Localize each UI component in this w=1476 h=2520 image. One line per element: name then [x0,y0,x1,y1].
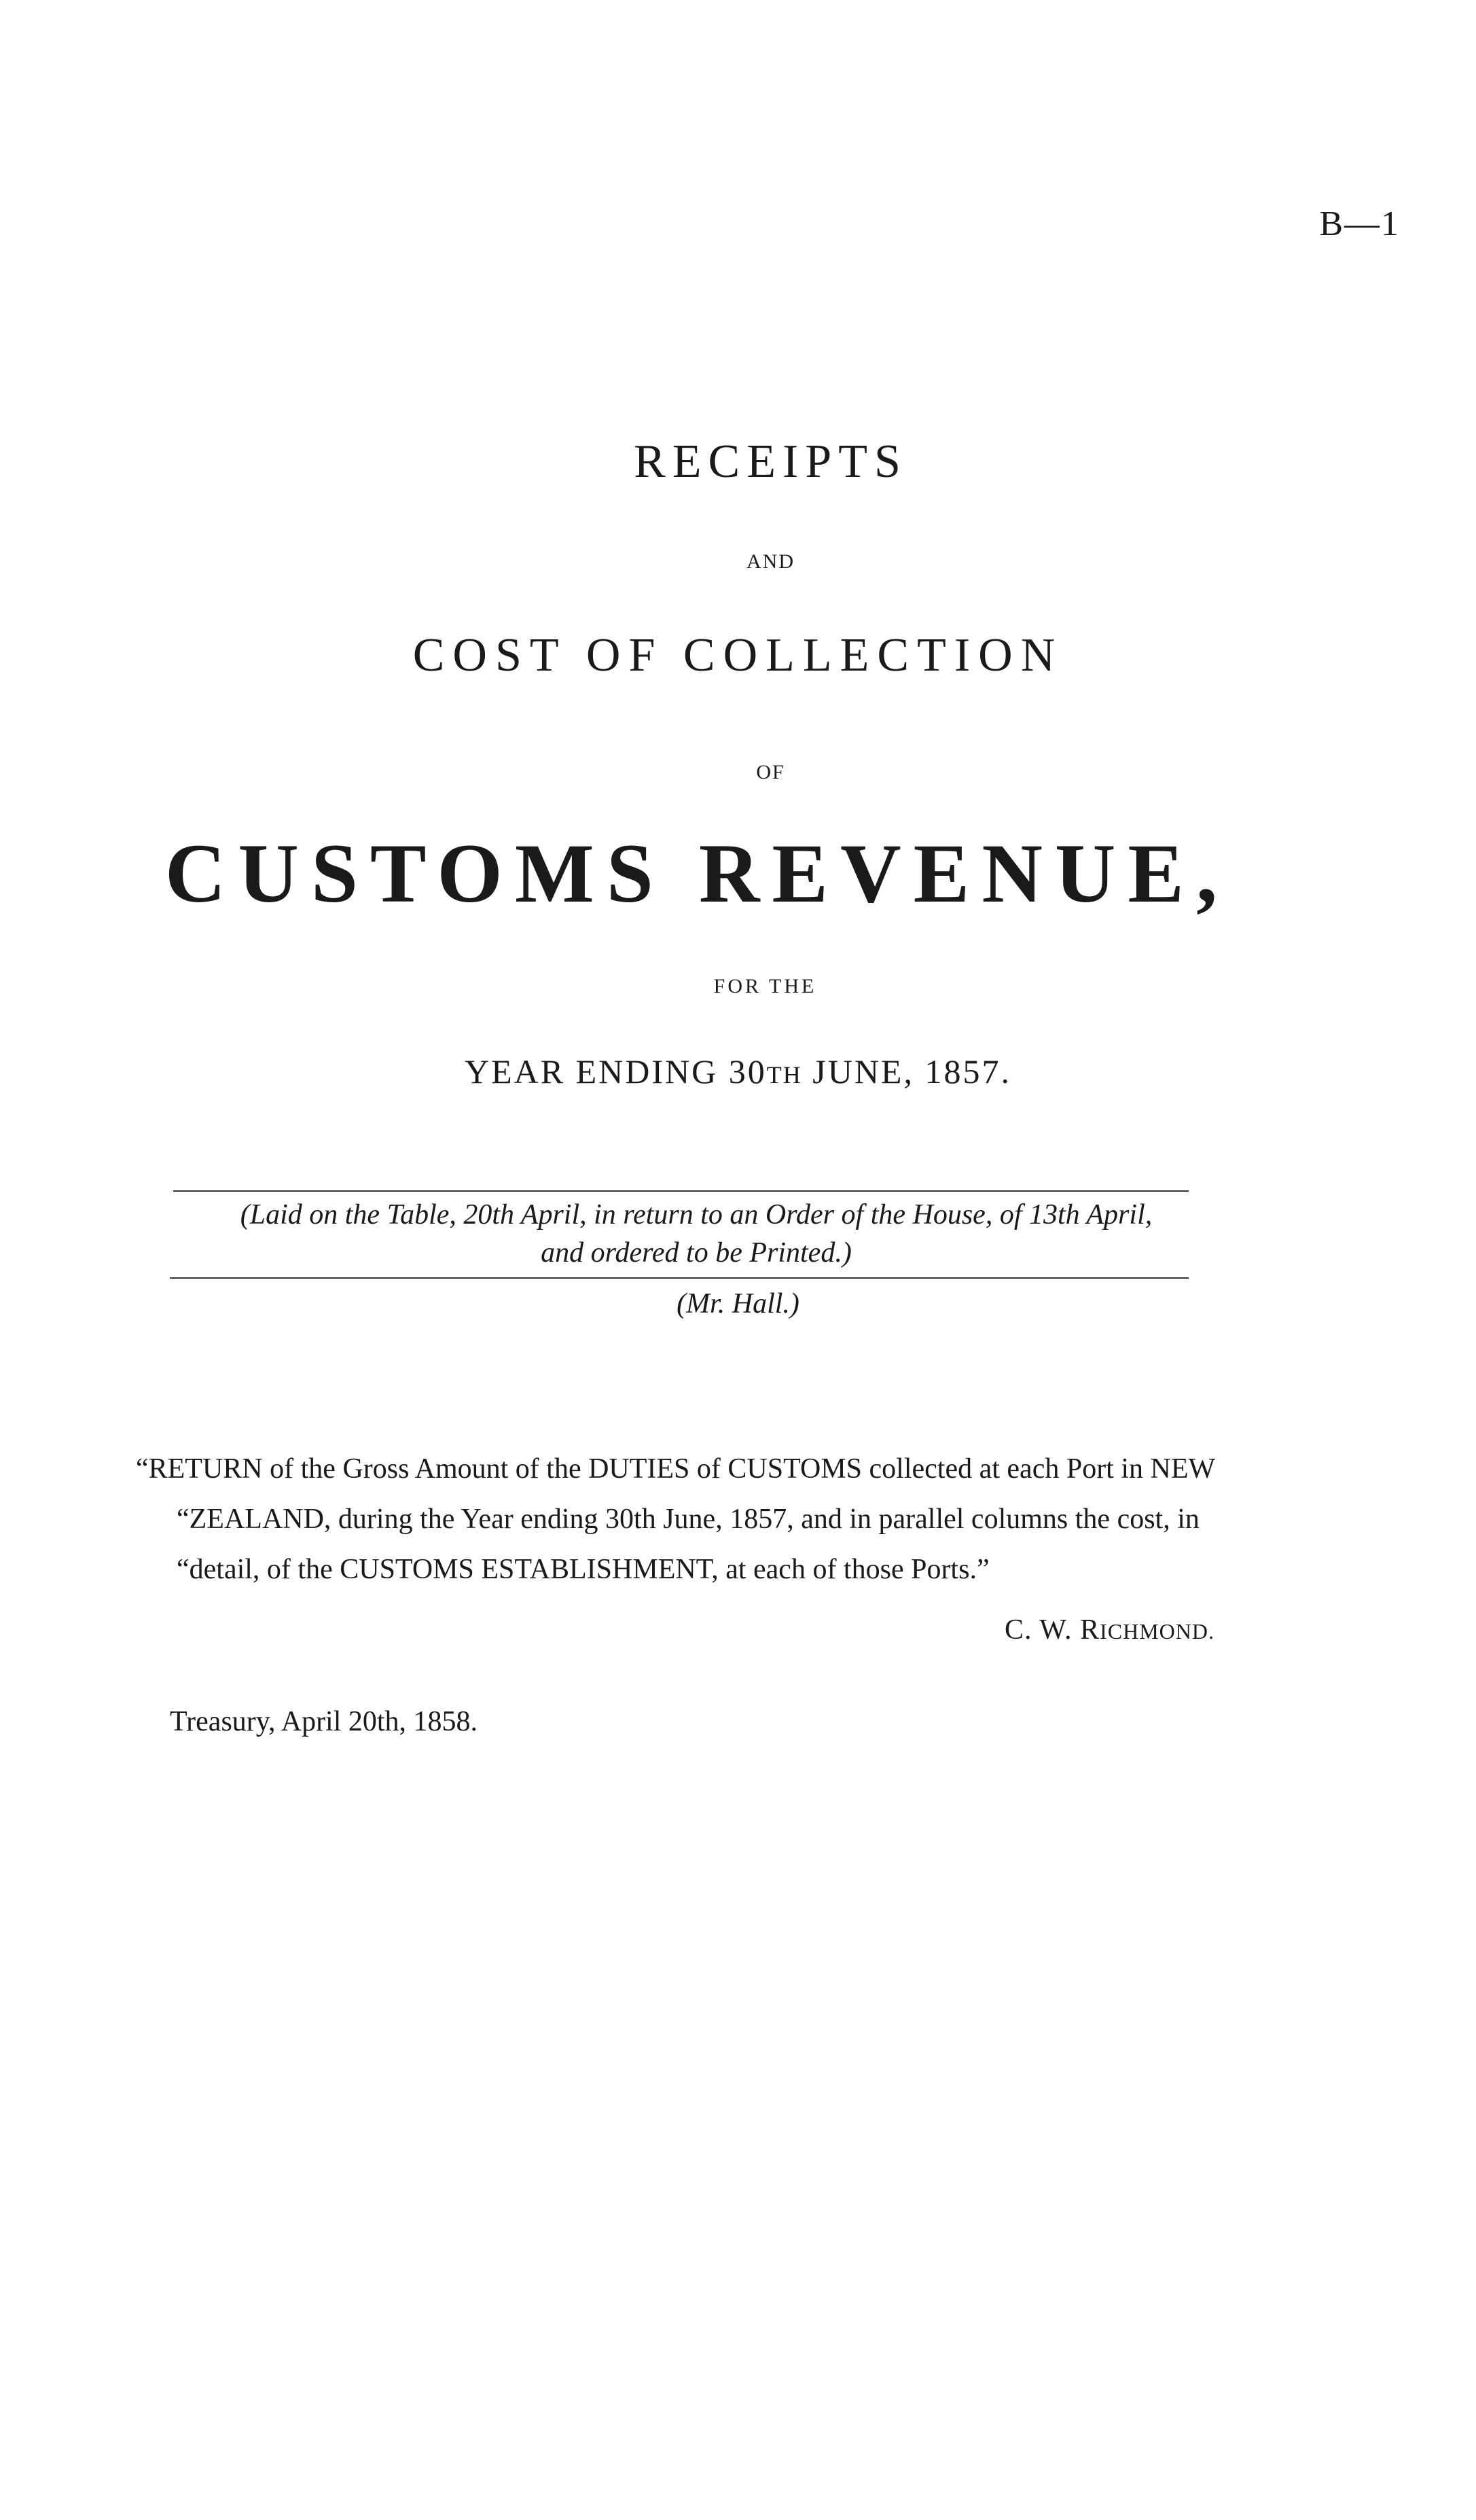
title-and: AND [746,550,795,573]
signature [1005,1614,1214,1646]
laid-on-table-note [194,1196,1199,1272]
year-ending-text: YEAR ENDING [465,1052,719,1090]
signature-initials: C. W. R [1005,1614,1100,1646]
mover-name: (Mr. Hall.) [677,1288,799,1319]
title-year-ending [0,1052,1476,1091]
laid-note-line-1: (Laid on the Table, 20th April, in return to an Order of the House, of 13th April, [240,1199,1153,1230]
year-ending-day: 30 [728,1052,767,1090]
title-receipts: RECEIPTS [634,436,907,488]
title-of: OF [756,761,785,783]
return-line-2: “ZEALAND, during the Year ending 30th June, 1857, and in parallel columns the cost, in [177,1504,1200,1535]
year-ending-suffix: TH [766,1061,802,1088]
top-rule [173,1190,1189,1192]
return-line-3: “detail, of the CUSTOMS ESTABLISHMENT, at each of those Ports.” [177,1554,990,1585]
page-reference: B—1 [1319,205,1400,243]
date-line: Treasury, April 20th, 1858. [170,1706,478,1737]
title-for-the: FOR THE [713,975,817,997]
signature-surname: ICHMOND. [1100,1619,1214,1644]
bottom-rule [170,1277,1189,1279]
return-line-1: “RETURN of the Gross Amount of the DUTIES of CUSTOMS collected at each Port in NEW [136,1453,1216,1485]
title-customs-revenue: CUSTOMS REVENUE, [164,827,1230,920]
laid-note-line-2: and ordered to be Printed.) [541,1237,852,1268]
title-cost-of-collection: COST OF COLLECTION [412,629,1064,681]
year-ending-date: JUNE, 1857. [812,1052,1011,1090]
return-paragraph [136,1444,1358,1595]
